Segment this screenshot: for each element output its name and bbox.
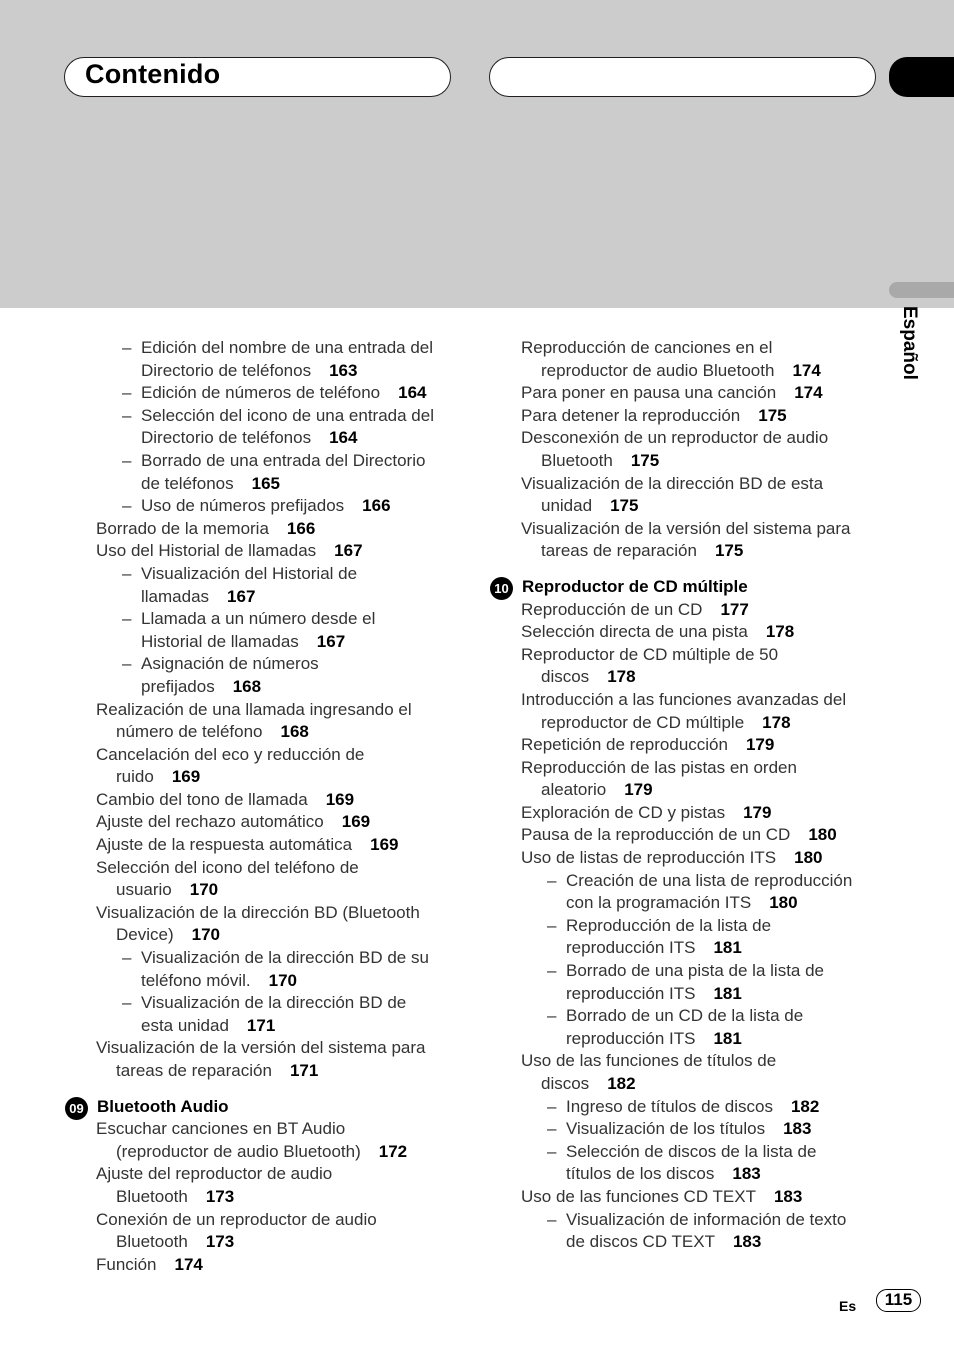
toc-entry-line[interactable]: [0, 382, 480, 405]
toc-entry-line[interactable]: [425, 915, 905, 938]
toc-entry-line[interactable]: [0, 699, 480, 722]
bullet-dash: –: [122, 450, 132, 470]
toc-entry-text: Realización de una llamada ingresando el: [96, 699, 412, 719]
toc-page-number: 177: [720, 599, 749, 619]
toc-entry-text: de discos CD TEXT: [566, 1232, 715, 1252]
toc-entry-line[interactable]: [425, 983, 905, 1006]
section-heading: [0, 1096, 480, 1119]
toc-page-number: 169: [370, 835, 399, 855]
toc-right-column: [425, 337, 905, 1254]
toc-page-number: 175: [630, 450, 660, 470]
toc-entry-line[interactable]: [425, 1005, 905, 1028]
toc-entry-text: Ajuste del rechazo automático: [96, 812, 324, 832]
toc-entry-text: unidad: [541, 496, 593, 516]
section-number-badge: 10: [490, 577, 513, 600]
bullet-dash: –: [122, 383, 132, 403]
toc-page-number: 170: [268, 970, 297, 990]
toc-entry-line[interactable]: [425, 1186, 905, 1209]
toc-page-number: 172: [378, 1141, 408, 1161]
toc-entry-line[interactable]: [425, 540, 905, 563]
section-heading: [425, 576, 905, 599]
toc-entry-line[interactable]: [425, 360, 905, 383]
toc-entry-text: Visualización de los títulos: [566, 1119, 766, 1139]
toc-entry-text: usuario: [116, 880, 172, 900]
toc-entry-text: Introducción a las funciones avanzadas del: [521, 689, 847, 709]
toc-entry-text: Uso de números prefijados: [141, 496, 345, 516]
toc-entry-text: Llamada a un número desde el: [141, 609, 376, 629]
toc-entry-line[interactable]: [425, 870, 905, 893]
toc-entry-line[interactable]: [425, 621, 905, 644]
toc-entry-line[interactable]: [0, 857, 480, 880]
title-pill: [64, 57, 451, 97]
toc-page-number: 166: [362, 496, 391, 516]
toc-entry-text: Reproducción de las pistas en orden: [521, 757, 797, 777]
toc-entry-text: Uso de listas de reproducción ITS: [521, 848, 777, 868]
toc-page-number: 168: [280, 722, 309, 742]
toc-entry-line[interactable]: [0, 427, 480, 450]
toc-entry-text: Exploración de CD y pistas: [521, 802, 726, 822]
toc-entry-line[interactable]: [425, 1050, 905, 1073]
toc-entry-text: Escuchar canciones en BT Audio: [96, 1119, 346, 1139]
toc-entry-line[interactable]: [0, 450, 480, 473]
toc-entry-text: Directorio de teléfonos: [141, 428, 312, 448]
toc-entry-text: número de teléfono: [116, 722, 263, 742]
toc-entry-line[interactable]: [0, 970, 480, 993]
toc-entry-text: Edición del nombre de una entrada del: [141, 338, 434, 357]
toc-entry-line[interactable]: [0, 631, 480, 654]
toc-entry-line[interactable]: [425, 802, 905, 825]
toc-page-number: 183: [773, 1186, 803, 1206]
toc-entry-text: Bluetooth: [541, 450, 613, 470]
toc-entry-text: Visualización de la dirección BD (Bluetooth: [96, 902, 420, 922]
toc-entry-text: Borrado de la memoria: [96, 518, 269, 538]
toc-entry-text: Ajuste de la respuesta automática: [96, 835, 353, 855]
toc-entry-line[interactable]: [0, 1254, 480, 1277]
toc-entry-text: Para poner en pausa una canción: [521, 383, 777, 403]
toc-page-number: 166: [286, 518, 316, 538]
toc-entry-line[interactable]: [0, 1209, 480, 1232]
toc-page-number: 175: [610, 496, 639, 516]
toc-entry-text: Directorio de teléfonos: [141, 360, 312, 380]
toc-entry-text: Borrado de un CD de la lista de: [566, 1006, 804, 1026]
toc-entry-line[interactable]: [425, 779, 905, 802]
bullet-dash: –: [547, 1209, 557, 1229]
toc-entry-text: Borrado de una entrada del Directorio: [141, 450, 426, 470]
toc-entry-line[interactable]: [0, 992, 480, 1015]
toc-page-number: 168: [232, 676, 262, 696]
toc-entry-text: Edición de números de teléfono: [141, 383, 381, 403]
toc-entry-text: Creación de una lista de reproducción: [566, 870, 853, 890]
toc-entry-text: reproducción ITS: [566, 1028, 696, 1048]
toc-entry-line[interactable]: [425, 473, 905, 496]
bullet-dash: –: [122, 609, 132, 629]
toc-entry-line[interactable]: [425, 1118, 905, 1141]
toc-entry-text: Visualización de la versión del sistema para: [96, 1038, 426, 1058]
toc-entry-line[interactable]: [425, 599, 905, 622]
toc-entry-line[interactable]: [0, 518, 480, 541]
toc-page-number: 173: [205, 1232, 235, 1252]
toc-entry-line[interactable]: [0, 811, 480, 834]
bullet-dash: –: [547, 870, 557, 890]
toc-entry-line[interactable]: [425, 1073, 905, 1096]
toc-page-number: 178: [607, 667, 636, 687]
toc-entry-text: Uso de las funciones de títulos de: [521, 1051, 777, 1071]
toc-entry-text: reproducción ITS: [566, 938, 696, 958]
toc-entry-line[interactable]: [0, 1141, 480, 1164]
toc-entry-text: Uso de las funciones CD TEXT: [521, 1186, 756, 1206]
toc-entry-text: Conexión de un reproductor de audio: [96, 1209, 377, 1229]
language-label: Español: [899, 306, 920, 380]
toc-entry-text: Ajuste del reproductor de audio: [96, 1164, 333, 1184]
toc-page-number: 181: [713, 938, 742, 958]
toc-page-number: 170: [189, 880, 219, 900]
toc-page-number: 173: [205, 1186, 235, 1206]
toc-page-number: 182: [790, 1096, 820, 1116]
toc-entry-text: Repetición de reproducción: [521, 735, 728, 755]
toc-entry-text: Selección directa de una pista: [521, 622, 748, 642]
toc-page-number: 179: [743, 802, 772, 822]
toc-entry-text: Ingreso de títulos de discos: [566, 1096, 773, 1116]
toc-entry-text: Para detener la reproducción: [521, 405, 741, 425]
toc-entry-line[interactable]: [425, 960, 905, 983]
toc-entry-line[interactable]: [0, 360, 480, 383]
toc-entry-line[interactable]: [425, 734, 905, 757]
toc-page-number: 183: [732, 1164, 761, 1184]
toc-entry-text: tareas de reparación: [541, 541, 697, 561]
toc-entry-line[interactable]: [0, 947, 480, 970]
toc-page-number: 171: [289, 1061, 319, 1080]
toc-entry-line[interactable]: [425, 689, 905, 712]
toc-page-number: 175: [714, 541, 744, 561]
bullet-dash: –: [122, 993, 132, 1013]
toc-entry-line[interactable]: [425, 495, 905, 518]
toc-page-number: 169: [171, 767, 201, 787]
toc-entry-line[interactable]: [425, 1028, 905, 1051]
toc-entry-text: Cancelación del eco y reducción de: [96, 744, 365, 764]
toc-entry-line[interactable]: [425, 427, 905, 450]
toc-entry-line[interactable]: [0, 473, 480, 496]
toc-entry-text: Función: [96, 1254, 157, 1274]
toc-entry-line[interactable]: [0, 902, 480, 925]
toc-entry-text: Visualización de información de texto: [566, 1209, 847, 1229]
toc-entry-line[interactable]: [425, 644, 905, 667]
toc-entry-line[interactable]: [0, 1186, 480, 1209]
toc-page-number: 171: [246, 1015, 276, 1035]
page-title: Contenido: [85, 59, 221, 89]
toc-entry-text: títulos de los discos: [566, 1164, 715, 1184]
section-title: Reproductor de CD múltiple: [522, 576, 748, 596]
toc-entry-text: Selección del icono del teléfono de: [96, 857, 359, 877]
section-tab: [889, 57, 954, 97]
toc-page-number: 178: [765, 622, 795, 642]
toc-entry-line[interactable]: [0, 608, 480, 631]
toc-entry-line[interactable]: [0, 563, 480, 586]
bullet-dash: –: [547, 1006, 557, 1026]
toc-page-number: 180: [794, 848, 823, 868]
toc-entry-text: reproductor de CD múltiple: [541, 712, 745, 732]
toc-entry-text: esta unidad: [141, 1015, 229, 1035]
toc-entry-text: Bluetooth: [116, 1186, 188, 1206]
toc-entry-text: Reproducción de canciones en el: [521, 338, 773, 357]
toc-entry-line[interactable]: [0, 1015, 480, 1038]
toc-entry-line[interactable]: [0, 721, 480, 744]
toc-entry-text: Desconexión de un reproductor de audio: [521, 428, 829, 448]
toc-page-number: 181: [713, 983, 742, 1003]
toc-page-number: 183: [783, 1119, 812, 1139]
toc-page-number: 167: [227, 586, 256, 606]
toc-entry-line[interactable]: [425, 847, 905, 870]
toc-page-number: 167: [316, 631, 346, 651]
bullet-dash: –: [122, 496, 132, 516]
toc-page-number: 179: [745, 735, 775, 755]
bullet-dash: –: [547, 915, 557, 935]
bullet-dash: –: [547, 1119, 557, 1139]
section-title: Bluetooth Audio: [97, 1096, 229, 1116]
bullet-dash: –: [547, 961, 557, 981]
toc-entry-line[interactable]: [0, 924, 480, 947]
toc-entry-text: discos: [541, 667, 590, 687]
bullet-dash: –: [122, 948, 132, 968]
blank-pill: [489, 57, 876, 97]
toc-entry-text: (reproductor de audio Bluetooth): [116, 1141, 361, 1161]
bullet-dash: –: [122, 338, 132, 357]
toc-entry-text: Asignación de números: [141, 654, 319, 674]
toc-entry-line[interactable]: [0, 1118, 480, 1141]
toc-entry-text: tareas de reparación: [116, 1061, 272, 1080]
toc-entry-line[interactable]: [0, 586, 480, 609]
toc-entry-line[interactable]: [0, 495, 480, 518]
toc-entry-text: prefijados: [141, 676, 215, 696]
toc-entry-line[interactable]: [425, 824, 905, 847]
toc-entry-text: reproductor de audio Bluetooth: [541, 360, 775, 380]
toc-entry-line[interactable]: [0, 676, 480, 699]
toc-entry-line[interactable]: [425, 757, 905, 780]
toc-page-number: 178: [762, 712, 791, 732]
toc-entry-text: Selección del icono de una entrada del: [141, 405, 434, 425]
bullet-dash: –: [122, 563, 132, 583]
toc-entry-line[interactable]: [425, 450, 905, 473]
toc-page-number: 182: [607, 1074, 636, 1093]
toc-entry-line[interactable]: [425, 937, 905, 960]
toc-entry-line[interactable]: [425, 1096, 905, 1119]
toc-left-column: [0, 337, 480, 1276]
toc-entry-line[interactable]: [425, 892, 905, 915]
toc-page-number: 174: [174, 1254, 203, 1274]
page-number: 115: [876, 1289, 921, 1312]
toc-entry-text: ruido: [116, 767, 154, 787]
toc-entry-line[interactable]: [0, 879, 480, 902]
bullet-dash: –: [547, 1096, 557, 1116]
toc-entry-text: de teléfonos: [141, 473, 234, 493]
toc-entry-line[interactable]: [425, 1231, 905, 1254]
toc-page-number: 167: [334, 541, 363, 561]
toc-entry-text: Selección de discos de la lista de: [566, 1141, 817, 1161]
toc-page-number: 175: [758, 405, 787, 425]
toc-entry-text: Device): [116, 925, 174, 945]
toc-entry-line[interactable]: [0, 540, 480, 563]
section-number-badge: 09: [65, 1097, 88, 1120]
toc-entry-text: con la programación ITS: [566, 893, 752, 913]
toc-entry-text: aleatorio: [541, 780, 607, 800]
toc-page-number: 163: [329, 360, 358, 380]
toc-entry-line[interactable]: [0, 405, 480, 428]
toc-entry-text: Visualización de la dirección BD de esta: [521, 473, 824, 493]
toc-entry-line[interactable]: [0, 744, 480, 767]
toc-page-number: 170: [191, 925, 220, 945]
bullet-dash: –: [547, 1141, 557, 1161]
language-code: Es: [839, 1298, 857, 1314]
toc-entry-line[interactable]: [425, 518, 905, 541]
toc-entry-line[interactable]: [0, 653, 480, 676]
toc-entry-text: discos: [541, 1074, 590, 1093]
toc-entry-line[interactable]: [0, 766, 480, 789]
toc-page-number: 183: [732, 1232, 762, 1252]
toc-entry-text: Visualización de la dirección BD de: [141, 993, 407, 1013]
toc-page-number: 174: [794, 383, 823, 403]
bullet-dash: –: [122, 405, 132, 425]
toc-entry-line[interactable]: [0, 1037, 480, 1060]
toc-entry-line[interactable]: [425, 382, 905, 405]
toc-entry-line[interactable]: [0, 834, 480, 857]
toc-entry-text: Pausa de la reproducción de un CD: [521, 825, 791, 845]
toc-entry-line[interactable]: [425, 405, 905, 428]
toc-page-number: 164: [398, 383, 427, 403]
toc-entry-line[interactable]: [0, 1060, 480, 1083]
toc-page-number: 180: [769, 893, 798, 913]
toc-entry-text: Historial de llamadas: [141, 631, 299, 651]
toc-entry-line[interactable]: [425, 712, 905, 735]
toc-page-number: 169: [325, 789, 355, 809]
toc-entry-text: Borrado de una pista de la lista de: [566, 961, 825, 981]
bullet-dash: –: [122, 654, 132, 674]
toc-entry-text: Reproducción de la lista de: [566, 915, 772, 935]
toc-entry-line[interactable]: [425, 337, 905, 360]
toc-entry-line[interactable]: [0, 789, 480, 812]
toc-entry-text: Reproducción de un CD: [521, 599, 703, 619]
toc-entry-line[interactable]: [0, 337, 480, 360]
toc-page-number: 169: [341, 812, 371, 832]
toc-page-number: 165: [251, 473, 281, 493]
toc-entry-text: Uso del Historial de llamadas: [96, 541, 317, 561]
toc-entry-line[interactable]: [425, 1141, 905, 1164]
toc-entry-text: Visualización del Historial de: [141, 563, 358, 583]
toc-entry-line[interactable]: [425, 1163, 905, 1186]
toc-entry-line[interactable]: [425, 666, 905, 689]
language-tab-marker: [889, 282, 954, 298]
toc-page-number: 181: [713, 1028, 742, 1048]
header-band: [0, 0, 954, 308]
toc-entry-text: Visualización de la dirección BD de su: [141, 948, 429, 968]
toc-page-number: 179: [624, 780, 653, 800]
toc-entry-line[interactable]: [425, 1209, 905, 1232]
toc-entry-text: teléfono móvil.: [141, 970, 251, 990]
toc-page-number: 174: [792, 360, 821, 380]
toc-entry-text: Reproductor de CD múltiple de 50: [521, 644, 779, 664]
toc-entry-line[interactable]: [0, 1163, 480, 1186]
toc-entry-text: Visualización de la versión del sistema para: [521, 518, 851, 538]
toc-entry-line[interactable]: [0, 1231, 480, 1254]
toc-page-number: 164: [329, 428, 358, 448]
toc-entry-text: llamadas: [141, 586, 210, 606]
toc-entry-text: reproducción ITS: [566, 983, 696, 1003]
toc-entry-text: Cambio del tono de llamada: [96, 789, 308, 809]
toc-entry-text: Bluetooth: [116, 1232, 188, 1252]
toc-page-number: 180: [808, 825, 837, 845]
